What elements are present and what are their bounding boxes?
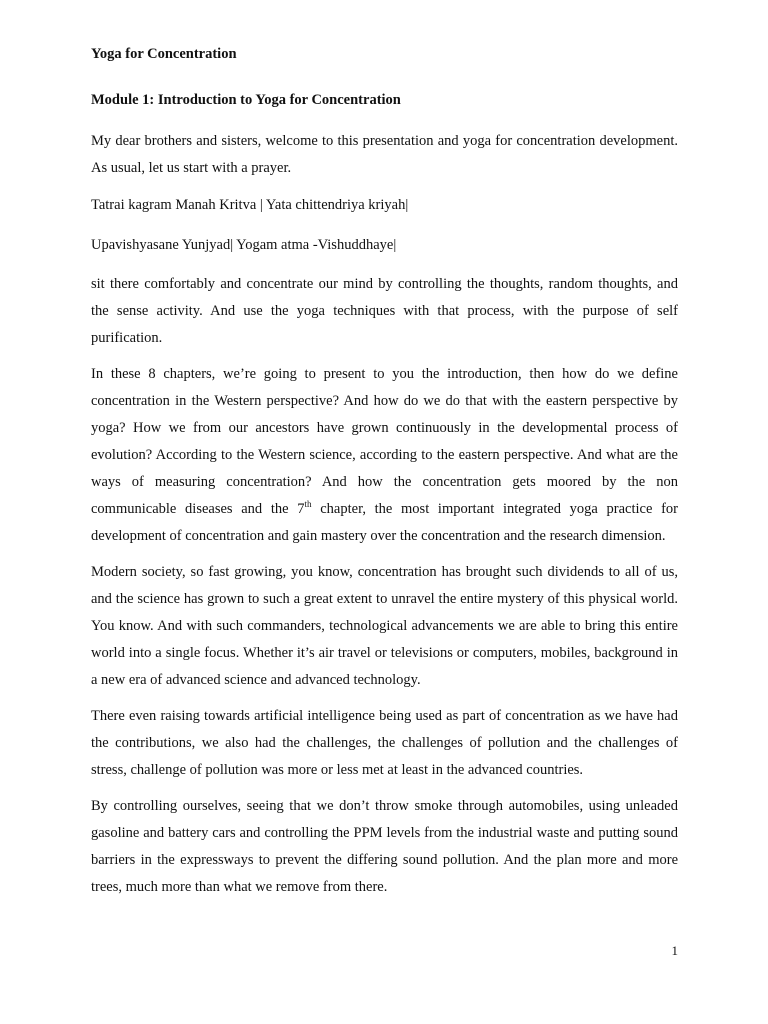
- page-number: 1: [671, 943, 678, 958]
- modern-society-paragraph: Modern society, so fast growing, you know, concentration has brought such dividends to all of us, and the science has grown to such a great extent to unravel the entire mystery of this physical world. You know. And with such commanders, technological advancements we are able to bring this entire world into a single focus. Whether it’s air travel or televisions or computers, mobiles, background in a new era of advanced science and advanced technology.: [91, 564, 678, 688]
- controlling-ourselves-paragraph: By controlling ourselves, seeing that we don’t throw smoke through automobiles, using unleaded gasoline and battery cars and controlling the PPM levels from the industrial waste and putting sound barriers in the expressways to prevent the differing sound pollution. And the plan more and more trees, much more than what we remove from there.: [91, 798, 678, 895]
- verse-line-2: Upavishyasane Yunjyad| Yogam atma -Vishuddhaye|: [91, 237, 397, 253]
- chapters-paragraph: [91, 361, 678, 550]
- chapters-text-before: In these 8 chapters, we’re going to present to you the introduction, then how do we define concentration in the Western perspective? And how do we do that with the eastern perspective by yoga? How we from our ancestors have grown continuously in the developmental process of evolution? According to the Western science, according to the eastern perspective. And what are the ways of measuring concentration? And how the concentration gets moored by the non communicable diseases and the 7: [91, 366, 678, 517]
- page-content: [91, 44, 678, 910]
- module-heading: Module 1: Introduction to Yoga for Concentration: [91, 92, 401, 108]
- artificial-intelligence-paragraph: There even raising towards artificial intelligence being used as part of concentration as we have had the contributions, we also had the challenges, the challenges of pollution and the challenges of stress, challenge of pollution was more or less met at least in the advanced countries.: [91, 708, 678, 778]
- chapters-text-after: chapter, the most important integrated yoga practice for development of concentration and gain mastery over the concentration and the research dimension.: [91, 501, 678, 544]
- verse-line-1: Tatrai kagram Manah Kritva | Yata chittendriya kriyah|: [91, 197, 409, 213]
- document-title: Yoga for Concentration: [91, 46, 237, 62]
- prayer-paragraph: sit there comfortably and concentrate our mind by controlling the thoughts, random thoughts, and the sense activity. And use the yoga techniques with that process, with the purpose of self purification.: [91, 276, 678, 346]
- intro-paragraph: My dear brothers and sisters, welcome to this presentation and yoga for concentration development. As usual, let us start with a prayer.: [91, 133, 678, 176]
- chapter-ordinal-suffix: th: [304, 499, 312, 510]
